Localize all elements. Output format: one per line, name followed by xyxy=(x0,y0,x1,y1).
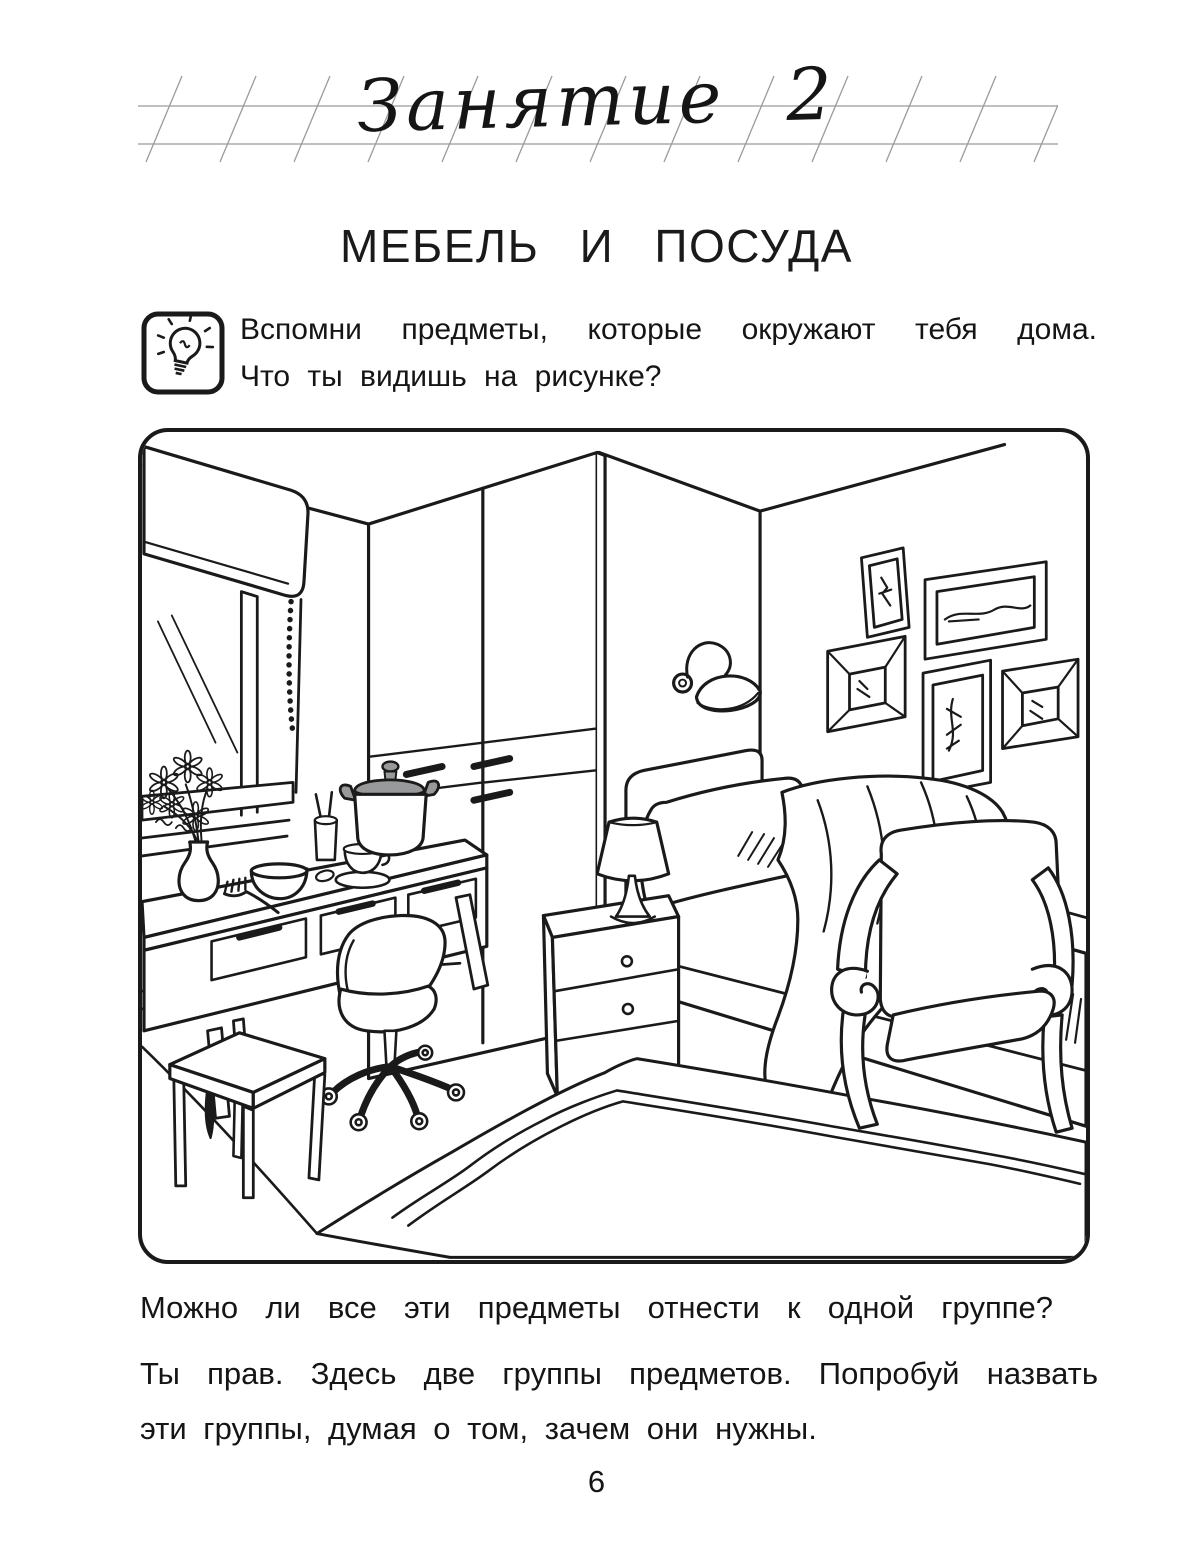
picture-frame-4 xyxy=(923,660,991,795)
picture-frame-1 xyxy=(861,548,909,637)
answer-line-2: эти группы, думая о том, зачем они нужны. xyxy=(140,1411,817,1446)
room-drawing xyxy=(142,432,1086,1260)
tip-line-2: Что ты видишь на рисунке? xyxy=(240,360,662,393)
page-title: МЕБЕЛЬ И ПОСУДА xyxy=(340,219,853,272)
pencil-cup xyxy=(315,792,337,860)
stool xyxy=(170,1033,325,1198)
wall-lamp-icon xyxy=(674,643,761,711)
answer-line-1: Ты прав. Здесь две группы предметов. Попробуй назвать xyxy=(140,1356,1098,1391)
tip-row xyxy=(140,306,1097,400)
tip-text xyxy=(240,306,1097,400)
answer-text xyxy=(140,1346,1098,1456)
question-text: Можно ли все эти предметы отнести к одной группе? xyxy=(140,1290,1053,1325)
page-number: 6 xyxy=(587,1464,606,1499)
picture-frame-5 xyxy=(1003,659,1079,748)
window-glass-reflection xyxy=(158,615,237,752)
tip-line-1: Вспомни предметы, которые окружают тебя дома. xyxy=(240,313,1097,346)
lesson-title: Занятие 2 xyxy=(356,51,837,149)
vase-with-flowers xyxy=(142,751,223,901)
room-illustration xyxy=(138,428,1090,1264)
picture-frames xyxy=(828,548,1078,795)
window-sill xyxy=(142,782,293,856)
lightbulb-icon xyxy=(140,310,226,396)
roller-blind xyxy=(144,447,308,735)
blind-bead-chain xyxy=(289,602,293,735)
picture-frame-2 xyxy=(925,562,1046,659)
picture-frame-3 xyxy=(828,636,906,731)
